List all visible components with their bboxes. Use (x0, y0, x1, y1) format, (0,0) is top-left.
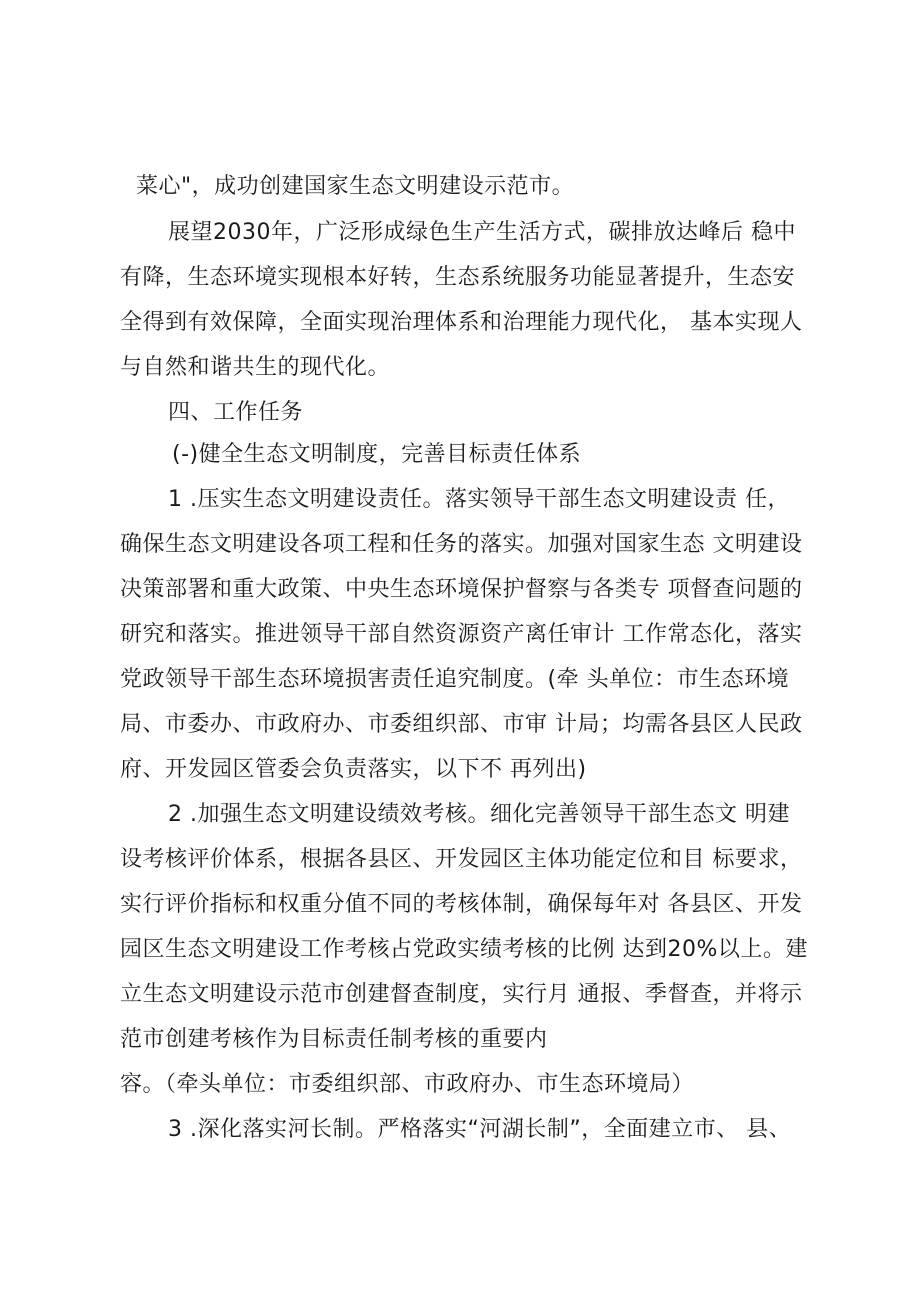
text-line: 2 .加强生态文明建设绩效考核。细化完善领导干部生态文 明建 (168, 802, 790, 827)
text-line: 设考核评价体系，根据各县区、开发园区主体功能定位和目 标要求， (120, 847, 803, 872)
text-line: 容。（牵头单位：市委组织部、市政府办、市生态环境局） (120, 1072, 695, 1097)
text-line: 菜心"，成功创建国家生态文明建设示范市。 (136, 174, 575, 199)
section-heading: 四、工作任务 (168, 400, 304, 425)
text-line: 1 .压实生态文明建设责任。落实领导干部生态文明建设责 任， (168, 487, 790, 512)
subsection-heading: (-)健全生态文明制度，完善目标责任体系 (172, 442, 582, 467)
text-line: 确保生态文明建设各项工程和任务的落实。加强对国家生态 文明建设 (120, 532, 803, 557)
text-line: 研究和落实。推进领导干部自然资源资产离任审计 工作常态化，落实 (120, 622, 803, 647)
text-line: 3 .深化落实河长制。严格落实“河湖长制”，全面建立市、 县、 (168, 1117, 792, 1142)
text-line: 立生态文明建设示范市创建督查制度，实行月 通报、季督查，并将示 (120, 982, 803, 1007)
text-line: 范市创建考核作为目标责任制考核的重要内 (120, 1027, 548, 1052)
text-line: 园区生态文明建设工作考核占党政实绩考核的比例 达到20%以上。建 (120, 937, 808, 962)
text-line: 决策部署和重大政策、中央生态环境保护督察与各类专 项督查问题的 (120, 577, 803, 602)
text-line: 有降，生态环境实现根本好转，生态系统服务功能显著提升，生态安 (120, 265, 796, 290)
text-line: 与自然和谐共生的现代化。 (120, 355, 391, 380)
text-line: 实行评价指标和权重分值不同的考核体制，确保每年对 各县区、开发 (120, 892, 803, 917)
text-line: 府、开发园区管委会负责落实，以下不 再列出) (120, 757, 587, 782)
text-line: 全得到有效保障，全面实现治理体系和治理能力现代化， 基本实现人 (120, 310, 803, 335)
text-line: 展望2030年，广泛形成绿色生产生活方式，碳排放达峰后 稳中 (168, 220, 796, 245)
text-line: 局、市委办、市政府办、市委组织部、市审 计局；均需各县区人民政 (120, 712, 803, 737)
text-line: 党政领导干部生态环境损害责任追究制度。(牵 头单位：市生态环境 (120, 667, 790, 692)
